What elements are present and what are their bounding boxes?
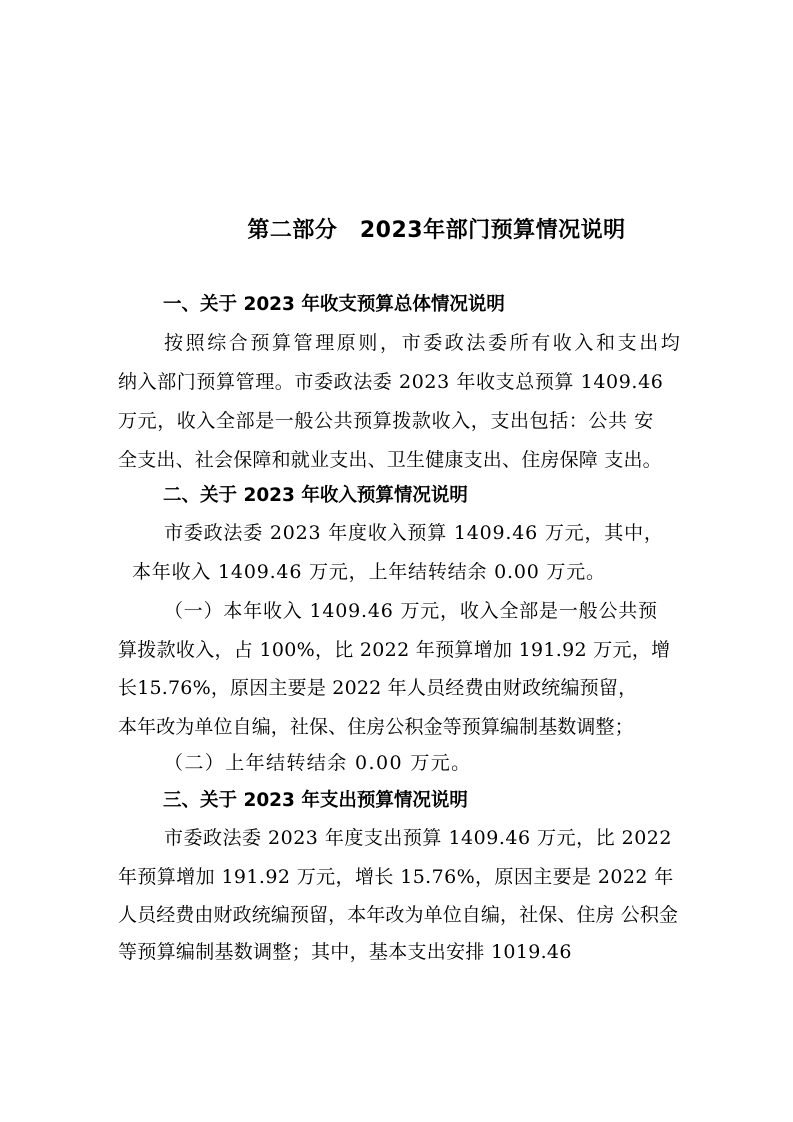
section-heading-2: 二、关于 2023 年收入预算情况说明: [163, 485, 468, 506]
paragraph-line: 算拨款收入，占 100%，比 2022 年预算增加 191.92 万元，增: [118, 639, 671, 661]
paragraph-line: 按照综合预算管理原则，市委政法委所有收入和支出均: [164, 332, 683, 354]
page-title: 第二部分 2023年部门预算情况说明: [247, 218, 626, 243]
paragraph-line: 等预算编制基数调整；其中，基本支出安排 1019.46: [118, 941, 572, 963]
paragraph-line: 市委政法委 2023 年度支出预算 1409.46 万元，比 2022: [164, 827, 672, 849]
paragraph-line: 市委政法委 2023 年度收入预算 1409.46 万元，其中，: [164, 522, 664, 544]
paragraph-line: 全支出、社会保障和就业支出、卫生健康支出、住房保障 支出。: [118, 449, 662, 471]
paragraph-line: （二）上年结转结余 0.00 万元。: [164, 752, 472, 774]
paragraph-line: 年预算增加 191.92 万元，增长 15.76%，原因主要是 2022 年: [118, 866, 674, 888]
paragraph-line: 人员经费由财政统编预留，本年改为单位自编，社保、住房 公积金: [118, 904, 679, 926]
paragraph-line: 万元，收入全部是一般公共预算拨款收入，支出包括：公共 安: [118, 410, 654, 432]
paragraph-line: （一）本年收入 1409.46 万元，收入全部是一般公共预: [164, 600, 658, 622]
section-heading-3: 三、关于 2023 年支出预算情况说明: [163, 790, 468, 811]
paragraph-line: 长15.76%，原因主要是 2022 年人员经费由财政统编预留，: [118, 677, 638, 699]
paragraph-line: 本年改为单位自编，社保、住房公积金等预算编制基数调整；: [118, 716, 634, 738]
section-heading-1: 一、关于 2023 年收支预算总体情况说明: [163, 294, 505, 315]
paragraph-line: 纳入部门预算管理。市委政法委 2023 年收支总预算 1409.46: [118, 371, 664, 393]
paragraph-line: 本年收入 1409.46 万元，上年结转结余 0.00 万元。: [132, 561, 606, 583]
